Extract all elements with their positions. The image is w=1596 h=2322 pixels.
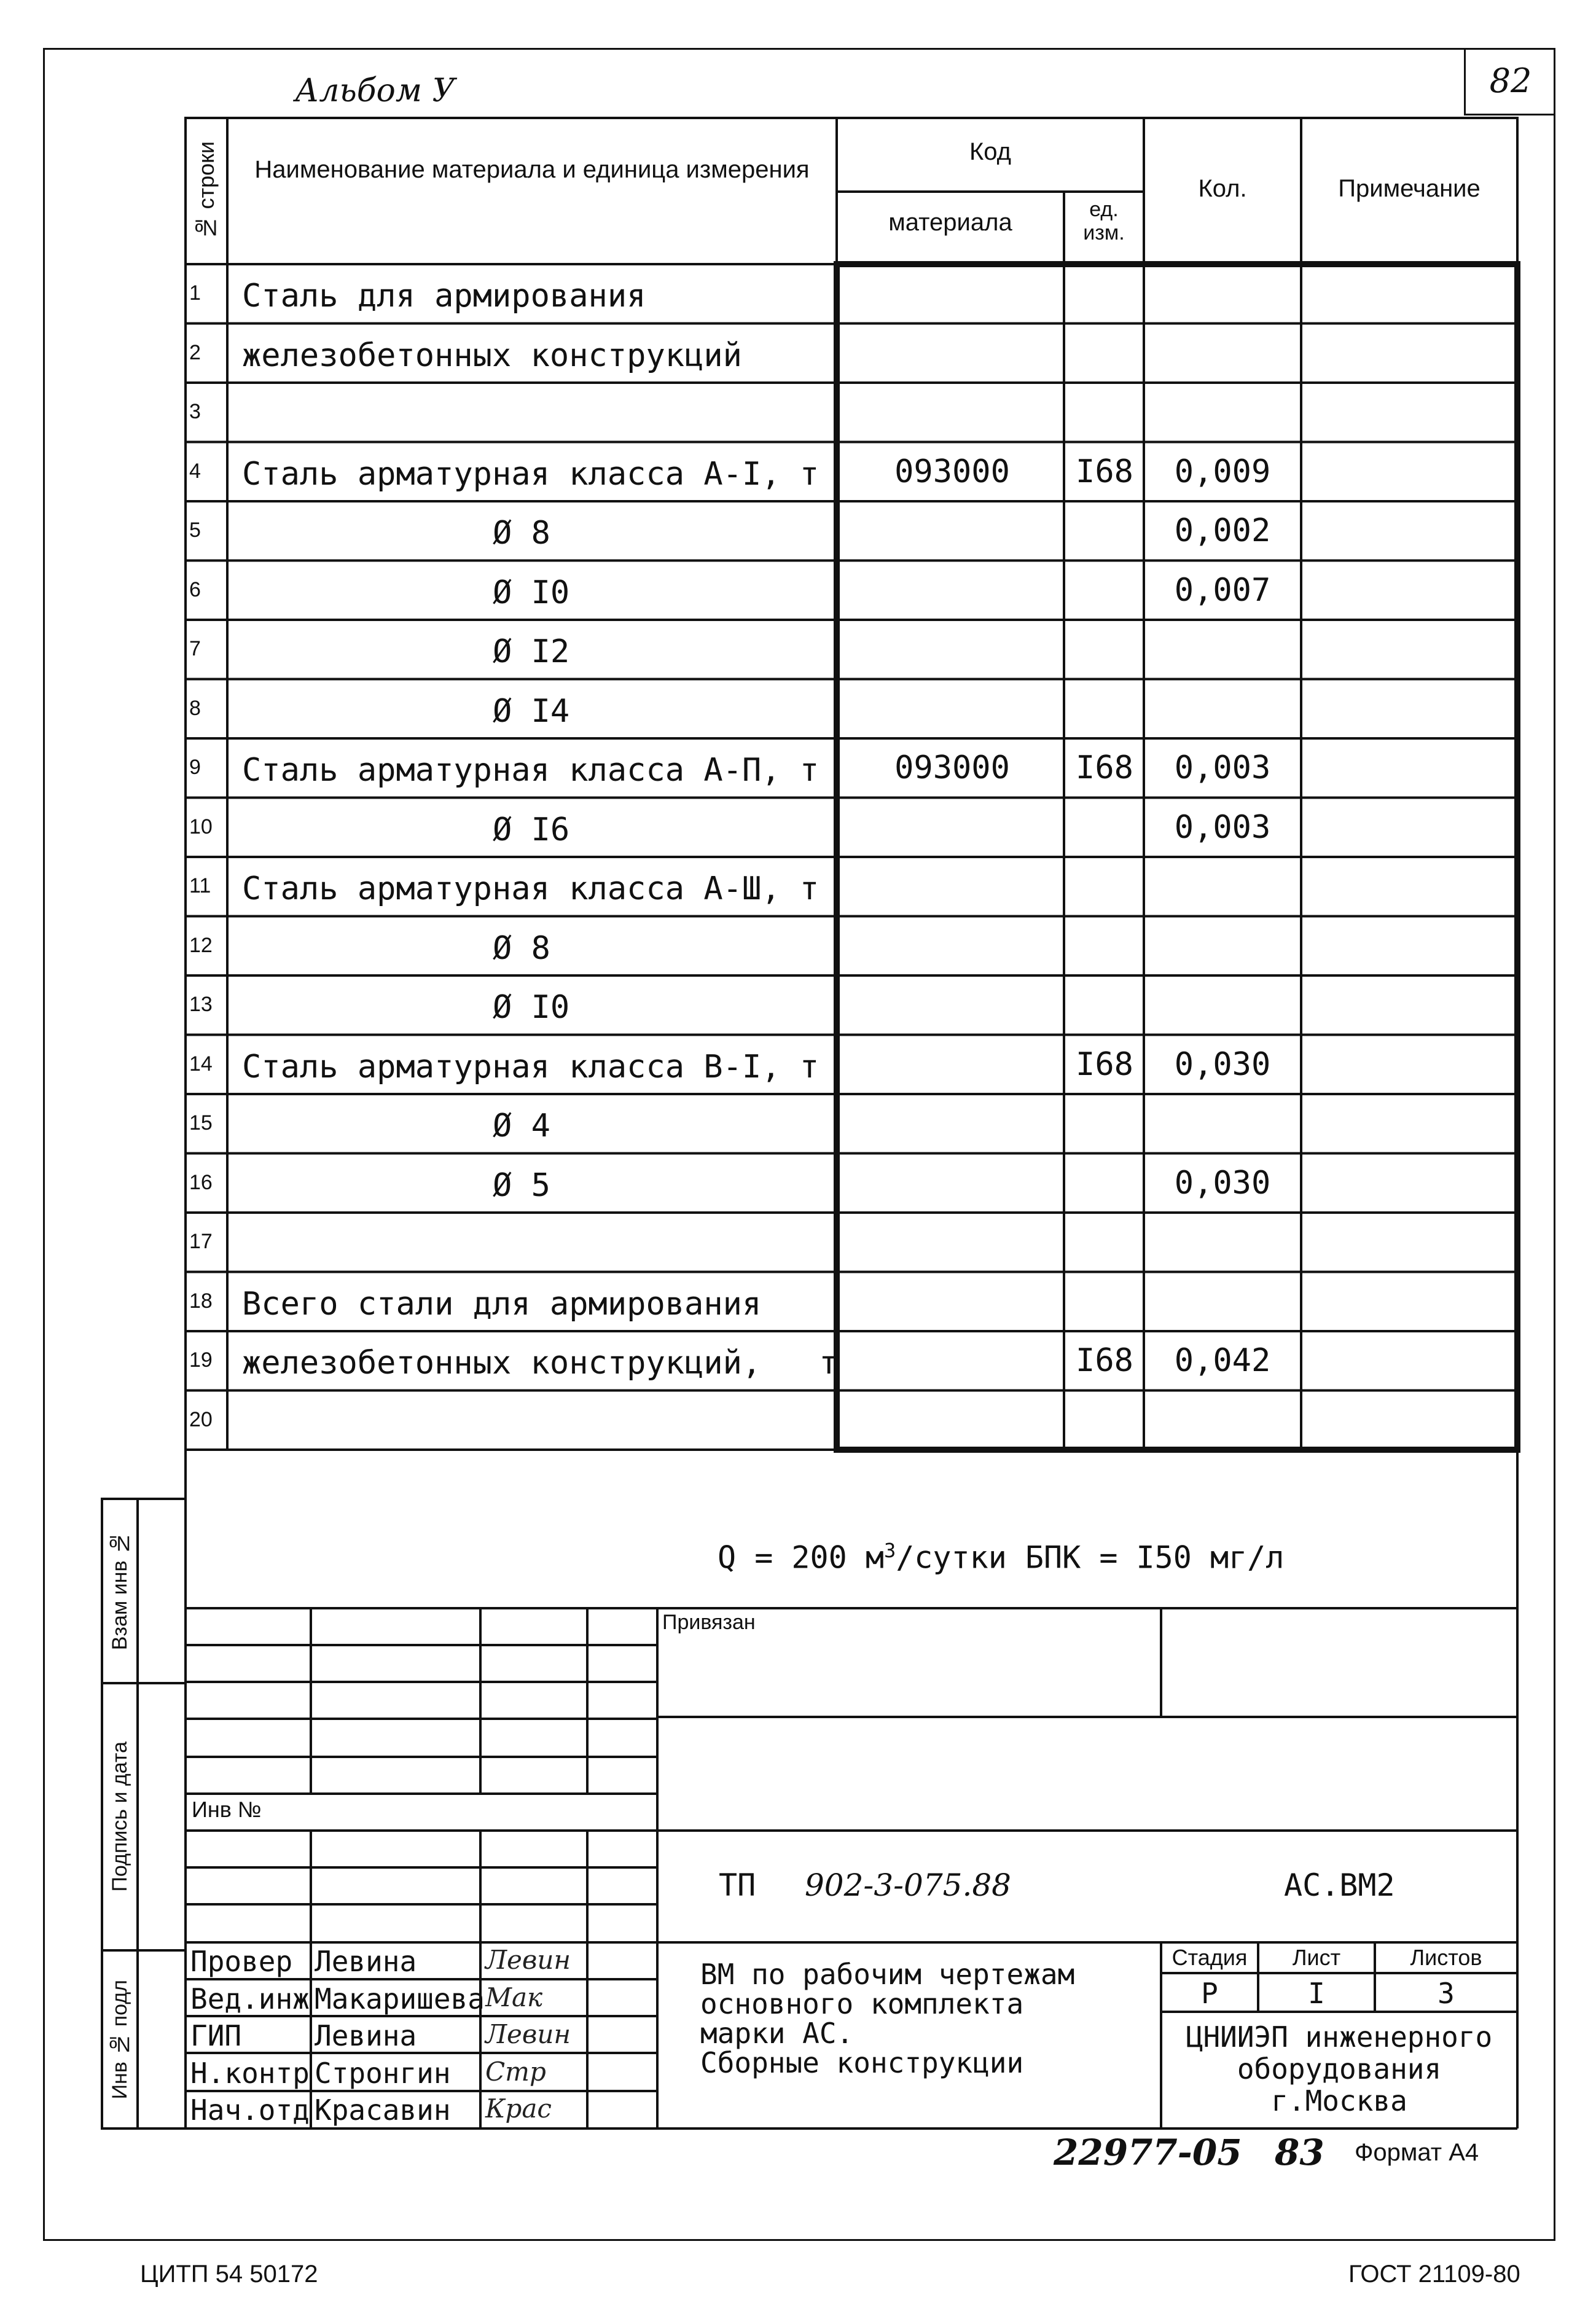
row-number: 9: [189, 756, 201, 779]
table-row: [186, 1094, 1517, 1154]
col-header-qty: Кол.: [1198, 175, 1247, 202]
row-number: 12: [189, 933, 213, 957]
row-number: 10: [189, 815, 213, 838]
col-header-row-no-wrap: [186, 118, 227, 264]
col-header-code: Код: [969, 138, 1011, 165]
material-name: Ø 5: [493, 1167, 550, 1204]
stage-label: Стадия: [1172, 1945, 1248, 1970]
row-number: 16: [189, 1170, 213, 1194]
row-number: 5: [189, 518, 201, 542]
title-line: марки АС.: [700, 2017, 854, 2050]
format-label: Формат А4: [1355, 2139, 1479, 2166]
signature: Левин: [485, 1945, 571, 1975]
row-number: 15: [189, 1111, 213, 1135]
capacity-formula: [718, 1539, 1284, 1576]
row-number: 20: [189, 1407, 213, 1431]
right-footer: ГОСТ 21109-80: [1348, 2261, 1520, 2288]
row-number: 19: [189, 1348, 213, 1372]
quantity: 0,030: [1174, 1046, 1271, 1083]
sheet-value: I: [1308, 1977, 1325, 2010]
quantity: 0,003: [1174, 808, 1271, 846]
material-name: Ø I2: [493, 633, 570, 670]
material-name: Ø 8: [493, 929, 550, 967]
table-row: [186, 501, 1517, 561]
sheet-label: Лист: [1292, 1945, 1341, 1970]
table-row: [186, 442, 1517, 502]
quantity: 0,030: [1174, 1164, 1271, 1202]
quantity: 0,007: [1174, 571, 1271, 609]
material-name: железобетонных конструкций: [242, 337, 742, 374]
table-row: [186, 1213, 1517, 1272]
col-header-unit: ед. изм.: [1083, 198, 1125, 244]
material-name: Ø 8: [493, 515, 550, 552]
document-title: [700, 1960, 1074, 2078]
unit-code: I68: [1076, 749, 1133, 786]
inv-no-label: Инв №: [192, 1797, 262, 1822]
doc-code: ТП: [719, 1867, 756, 1903]
unit-code: I68: [1076, 1342, 1133, 1379]
material-name: Сталь арматурная класса А-I, т: [242, 455, 820, 493]
formula-superscript: 3: [883, 1539, 896, 1562]
row-number: 17: [189, 1230, 213, 1253]
col-header-row-no: № строки: [194, 141, 219, 241]
table-row: [186, 857, 1517, 917]
signer-name: Левина: [315, 1945, 417, 1978]
table-row: [186, 738, 1517, 798]
stage-value: Р: [1201, 1977, 1218, 2010]
signer-name: Стронгин: [315, 2056, 451, 2090]
signer-name: Макаришева: [315, 1982, 485, 2015]
material-name: Ø I0: [493, 989, 570, 1026]
quantity: 0,042: [1174, 1342, 1271, 1379]
material-name: Ø I4: [493, 692, 570, 730]
title-line: Сборные конструкции: [700, 2046, 1024, 2079]
signature: Стр: [485, 2056, 546, 2087]
signer-role: Вед.инж: [190, 1982, 310, 2015]
side-label-podpis: Подпись и дата: [108, 1742, 131, 1892]
table-row: [186, 917, 1517, 976]
signer-role: Н.контр: [190, 2056, 310, 2090]
title-line: основного комплекта: [700, 1987, 1024, 2020]
formula-rest: /сутки БПК = I50 мг/л: [896, 1539, 1285, 1576]
material-name: Всего стали для армирования: [242, 1285, 762, 1323]
table-row: [186, 1035, 1517, 1095]
row-number: 7: [189, 637, 201, 660]
table-row: [186, 264, 1517, 324]
material-name: Сталь для армирования: [242, 278, 646, 315]
privyazan-label: Привязан: [662, 1611, 756, 1634]
row-number: 3: [189, 400, 201, 423]
sheets-label: Листов: [1410, 1945, 1482, 1970]
row-number: 2: [189, 340, 201, 364]
archive-number: 22977-05: [1054, 2132, 1242, 2173]
table-row: [186, 1331, 1517, 1391]
side-label-inv-podl: Инв № подл: [108, 1979, 131, 2100]
material-name: Ø I6: [493, 811, 570, 848]
material-name: Сталь арматурная класса В-I, т: [242, 1048, 820, 1085]
row-number: 14: [189, 1052, 213, 1076]
signer-role: ГИП: [190, 2019, 242, 2053]
row-number: 11: [189, 874, 211, 897]
side-label-inv-wrap: [102, 1950, 138, 2128]
doc-number: 902-3-075.88: [805, 1867, 1011, 1903]
table-row: [186, 324, 1517, 383]
row-number: 6: [189, 577, 201, 601]
unit-code: I68: [1076, 453, 1133, 490]
table-row: [186, 975, 1517, 1035]
row-number: 18: [189, 1289, 213, 1313]
signature: Крас: [485, 2093, 552, 2124]
table-row: [186, 1391, 1517, 1450]
row-number: 4: [189, 459, 201, 483]
album-label: Альбом У: [295, 72, 456, 109]
material-name: железобетонных конструкций, т: [242, 1345, 839, 1382]
org-line: оборудования: [1237, 2052, 1442, 2086]
signer-name: Левина: [315, 2019, 417, 2053]
material-name: Сталь арматурная класса А-П, т: [242, 752, 820, 789]
signature: Левин: [485, 2019, 571, 2050]
org-line: г.Москва: [1271, 2084, 1407, 2117]
signer-role: Провер: [190, 1945, 293, 1978]
org-line: ЦНИИЭП инженерного: [1186, 2020, 1493, 2054]
material-name: Ø I0: [493, 574, 570, 611]
quantity: 0,009: [1174, 453, 1271, 490]
quantity: 0,002: [1174, 512, 1271, 549]
unit-code: I68: [1076, 1046, 1133, 1083]
signer-name: Красавин: [315, 2093, 451, 2127]
sheets-value: 3: [1438, 1977, 1455, 2010]
row-number: 8: [189, 696, 201, 720]
material-name: Сталь арматурная класса А-Ш, т: [242, 870, 820, 907]
row-number: 13: [189, 993, 213, 1016]
table-row: [186, 620, 1517, 679]
title-line: ВМ по рабочим чертежам: [700, 1958, 1075, 1991]
quantity: 0,003: [1174, 749, 1271, 786]
material-code: 093000: [894, 453, 1010, 490]
table-row: [186, 798, 1517, 858]
material-name: Ø 4: [493, 1108, 550, 1144]
table-row: [186, 1272, 1517, 1332]
material-code: 093000: [894, 749, 1010, 786]
col-header-note: Примечание: [1338, 175, 1481, 202]
side-label-podpis-wrap: [102, 1683, 138, 1950]
table-row: [186, 1154, 1517, 1213]
signature: Мак: [485, 1982, 543, 2012]
col-header-material: материала: [888, 209, 1012, 236]
side-label-vzam-wrap: [102, 1499, 138, 1683]
doc-mark: АС.ВМ2: [1284, 1867, 1395, 1903]
formula-q: Q = 200 м: [718, 1539, 884, 1576]
left-footer: ЦИТП 54 50172: [140, 2261, 318, 2288]
table-row: [186, 383, 1517, 442]
signer-role: Нач.отд: [190, 2093, 310, 2127]
col-header-name: Наименование материала и единица измерения: [254, 156, 810, 183]
table-row: [186, 679, 1517, 739]
archive-page: 83: [1275, 2132, 1324, 2173]
organization: [1161, 2021, 1517, 2117]
table-row: [186, 561, 1517, 620]
side-label-vzam: Взам инв №: [108, 1531, 131, 1651]
sheet-number: 82: [1464, 48, 1555, 115]
row-number: 1: [189, 281, 201, 305]
